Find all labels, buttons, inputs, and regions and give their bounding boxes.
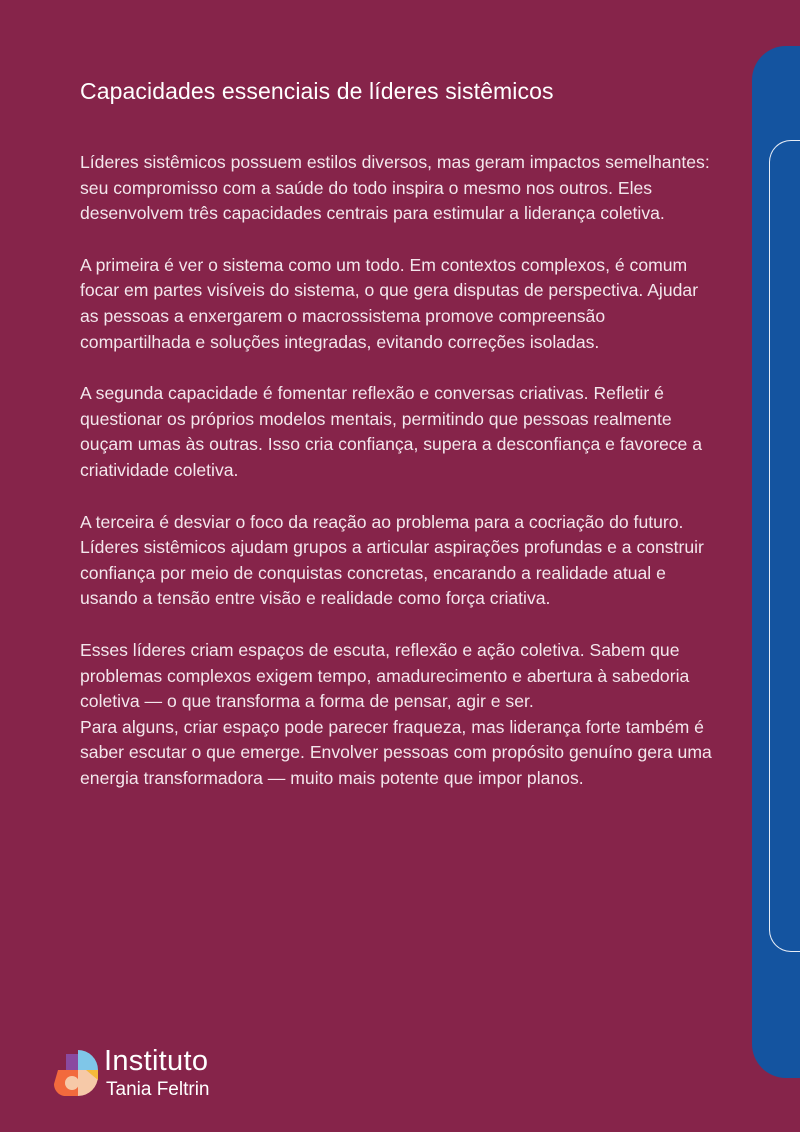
paragraph-second-capacity: A segunda capacidade é fomentar reflexão e conversas criativas. Refletir é questionar os próprios modelos mentais, permitindo que pessoas realmente ouçam umas às outras. Isso cria confiança, supera a desconfiança e favorece a criatividade coletiva. xyxy=(80,383,702,480)
institute-logo-icon xyxy=(50,1046,104,1100)
paragraph-third-capacity: A terceira é desviar o foco da reação ao problema para a cocriação do futuro. Líderes sistêmicos ajudam grupos a articular aspirações profundas e a construir confiança por meio de conquistas concretas, encarando a realidade atual e usando a tensão entre visão e realidade como força criativa. xyxy=(80,511,704,609)
page-title: Capacidades essenciais de líderes sistêmicos xyxy=(80,78,554,104)
side-tab-outline xyxy=(769,140,800,952)
logo-text-instituto: Instituto xyxy=(104,1045,209,1077)
body-text xyxy=(80,150,720,791)
paragraph-conclusion: Para alguns, criar espaço pode parecer fraqueza, mas liderança forte também é saber escutar o que emerge. Envolver pessoas com propósito genuíno gera uma energia transformadora — muito mais potente que impor planos. xyxy=(80,716,712,788)
paragraph-first-capacity: A primeira é ver o sistema como um todo. Em contextos complexos, é comum focar em partes visíveis do sistema, o que gera disputas de perspectiva. Ajudar as pessoas a enxergarem o macrossistema promove compreensão compartilhada e soluções integradas, evitando correções isoladas. xyxy=(80,254,699,352)
paragraph-intro: Líderes sistêmicos possuem estilos diversos, mas geram impactos semelhantes: seu compromisso com a saúde do todo inspira o mesmo nos outros. Eles desenvolvem três capacidades centrais para estimular a liderança coletiva. xyxy=(80,152,710,224)
paragraph-leaders-spaces: Esses líderes criam espaços de escuta, reflexão e ação coletiva. Sabem que problemas complexos exigem tempo, amadurecimento e abertura à sabedoria coletiva — o que transforma a forma de pensar, agir e ser. xyxy=(80,639,690,712)
institute-logo xyxy=(50,1046,250,1106)
logo-text-name: Tania Feltrin xyxy=(106,1079,210,1100)
